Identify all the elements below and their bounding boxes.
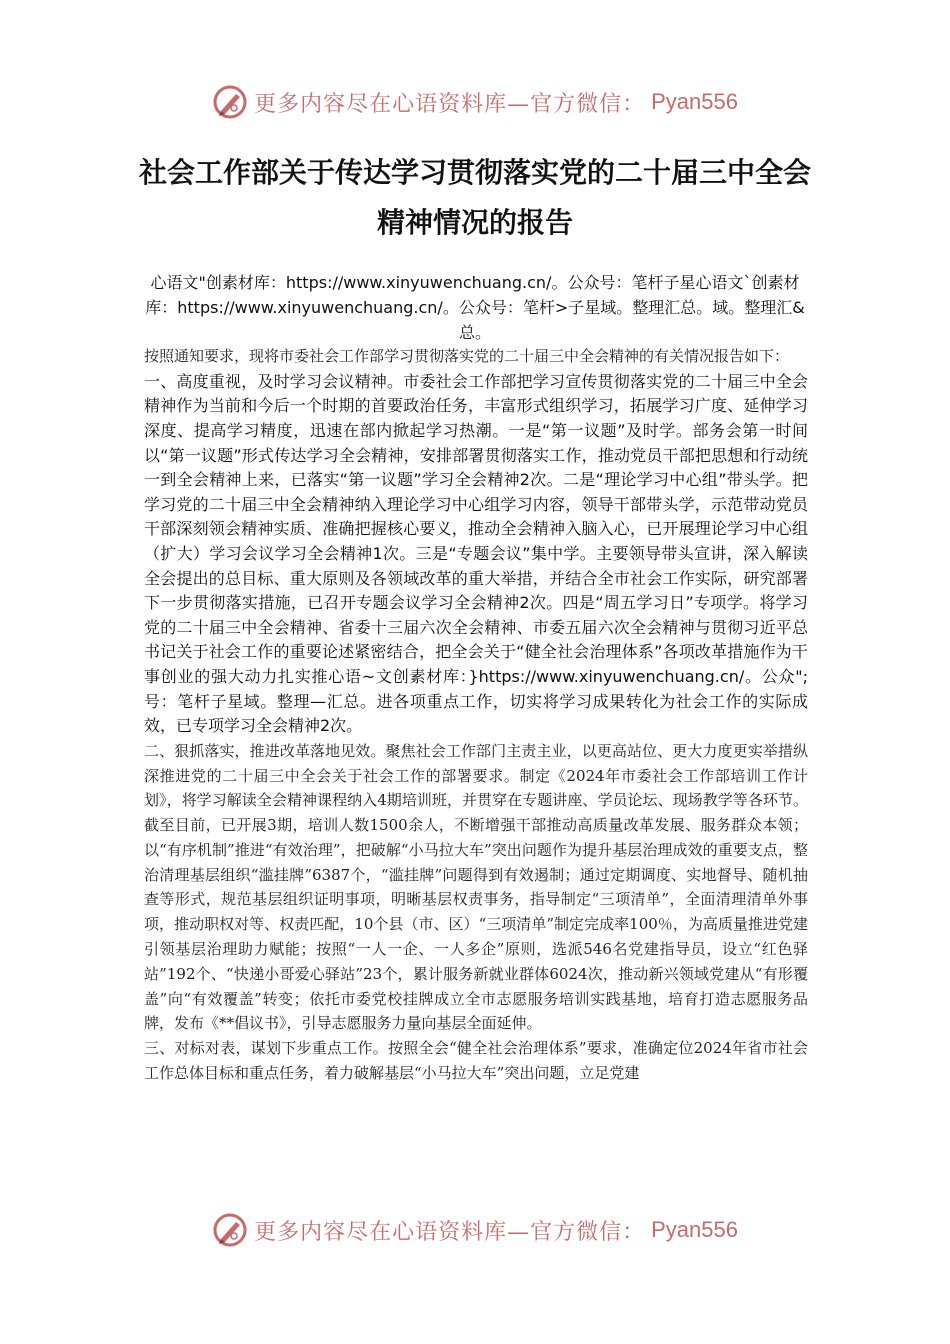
source-note: 心语文"创素材库：https://www.xinyuwenchuang.cn/。公众号：笔杆子星心语文`创素材库：https://www.xinyuwenchuang.cn/。公众号：笔杆>子星域。整理汇总。域。整理汇&总。 — [145, 273, 805, 342]
header-banner — [0, 80, 950, 124]
banner-wechat-id: Pyan556 — [651, 1217, 738, 1242]
footer-banner — [0, 1208, 950, 1252]
banner-slogan: 更多内容尽在心语资料库—官方微信： — [254, 91, 646, 117]
pen-logo-icon — [212, 1212, 248, 1248]
paragraph-section-3: 三、对标对表，谋划下步重点工作。按照全会“健全社会治理体系”要求，准确定位2024年省市社会工作总体目标和重点任务，着力破解基层“小马拉大车”突出问题，立足党建 — [144, 1039, 808, 1083]
document-title: 社会工作部关于传达学习贯彻落实党的二十届三中全会精神情况的报告 — [138, 156, 811, 239]
paragraph-intro: 按照通知要求，现将市委社会工作部学习贯彻落实党的二十届三中全会精神的有关情况报告如下： — [144, 347, 790, 365]
paragraph-section-2: 二、狠抓落实，推进改革落地见效。聚焦社会工作部门主责主业，以更高站位、更大力度更实举措纵深推进党的二十届三中全会关于社会工作的部署要求。制定《2024年市委社会工作部培训工作计划》，将学习解读全会精神课程纳入4期培训班，并贯穿在专题讲座、学员论坛、现场教学等各环节。截至目前，已开展3期，培训人数1500余人，不断增强干部推动高质量改革发展、服务群众本领；以“有序机制”推进“有效治理”，把破解“小马拉大车”突出问题作为提升基层治理成效的重要支点，整治清理基层组织“滥挂牌”6387个，“滥挂牌”问题得到有效遏制；通过定期调度、实地督导、随机抽查等形式，规范基层组织证明事项，明晰基层权责事务，指导制定“三项清单”，全面清理清单外事项，推动职权对等、权责匹配，10个县（市、区）“三项清单”制定完成率100％，为高质量推进党建引领基层治理助力赋能；按照“一人一企、一人多企”原则，选派546名党建指导员，设立“红色驿站”192个、“快递小哥爱心驿站”23个，累计服务新就业群体6024次，推动新兴领域党建从“有形覆盖”向“有效覆盖”转变；依托市委党校挂牌成立全市志愿服务培训实践基地，培育打造志愿服务品牌，发布《**倡议书》，引导志愿服务力量向基层全面延伸。 — [144, 741, 808, 1033]
document-body — [144, 344, 808, 1086]
banner-slogan: 更多内容尽在心语资料库—官方微信： — [254, 1219, 646, 1245]
header-banner-content — [212, 84, 738, 120]
footer-banner-content — [212, 1212, 738, 1248]
paragraph-section-1: 一、高度重视，及时学习会议精神。市委社会工作部把学习宣传贯彻落实党的二十届三中全会精神作为当前和今后一个时期的首要政治任务，丰富形式组织学习，拓展学习广度、延伸学习深度、提高学习精度，迅速在部内掀起学习热潮。一是“第一议题”及时学。部务会第一时间以“第一议题”形式传达学习全会精神，安排部署贯彻落实工作，推动党员干部把思想和行动统一到全会精神上来，已落实“第一议题”学习全会精神2次。二是“理论学习中心组”带头学。把学习党的二十届三中全会精神纳入理论学习中心组学习内容，领导干部带头学，示范带动党员干部深刻领会精神实质、准确把握核心要义，推动全会精神入脑入心，已开展理论学习中心组（扩大）学习会议学习全会精神1次。三是“专题会议”集中学。主要领导带头宣讲，深入解读全会提出的总目标、重大原则及各领域改革的重大举措，并结合全市社会工作实际，研究部署下一步贯彻落实措施，已召开专题会议学习全会精神2次。四是“周五学习日”专项学。将学习党的二十届三中全会精神、省委十三届六次全会精神、市委五届六次全会精神与贯彻习近平总书记关于社会工作的重要论述紧密结合，把全会关于“健全社会治理体系”各项改革措施作为干事创业的强大动力扎实推心语~文创素材库：}https://www.xinyuwenchuang.cn/。公众";号：笔杆子星域。整理—汇总。进各项重点工作，切实将学习成果转化为社会工作的实际成效，已专项学习全会精神2次。 — [144, 371, 808, 736]
banner-wechat-id: Pyan556 — [651, 89, 738, 114]
pen-logo-icon — [212, 84, 248, 120]
